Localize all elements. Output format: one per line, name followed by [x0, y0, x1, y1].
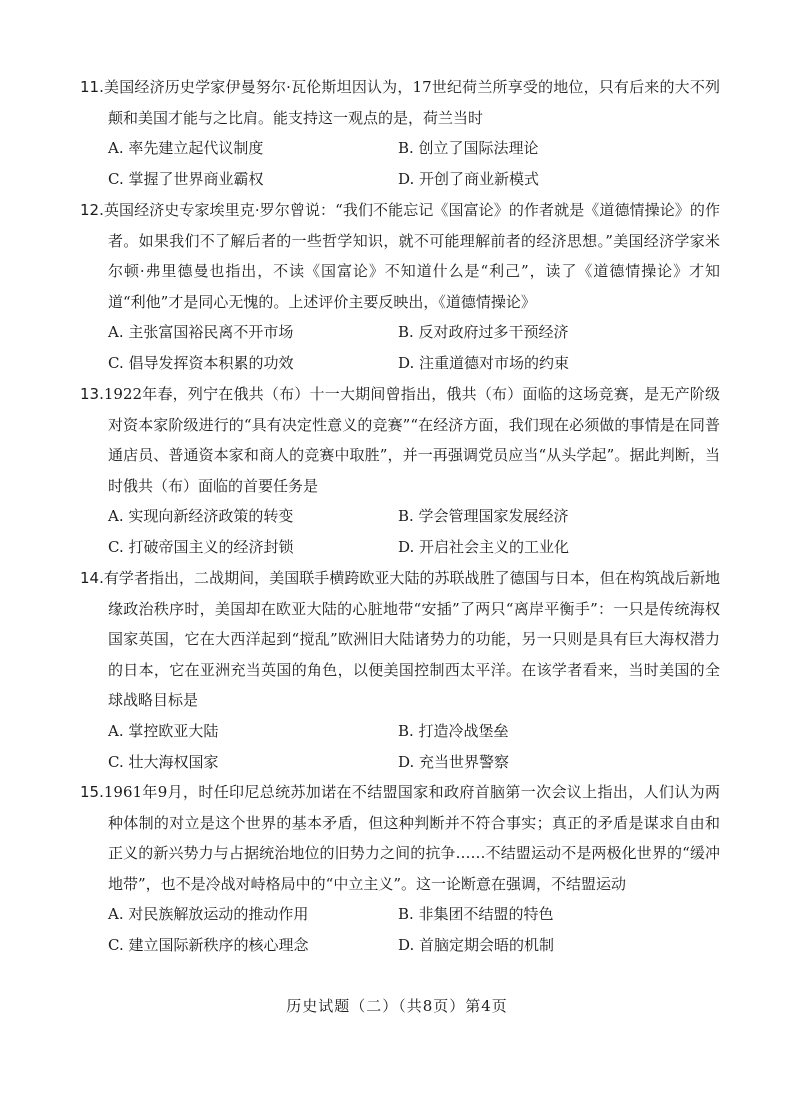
question-14	[80, 563, 720, 777]
options	[80, 899, 720, 960]
option-b: B. 创立了国际法理论	[398, 139, 539, 158]
option-a: A. 对民族解放运动的推动作用	[108, 905, 309, 924]
question-13	[80, 379, 720, 563]
option-c: C. 建立国际新秩序的核心理念	[108, 935, 309, 954]
option-a: A. 率先建立起代议制度	[108, 139, 264, 158]
option-d: D. 首脑定期会晤的机制	[398, 935, 555, 954]
option-c: C. 掌握了世界商业霸权	[108, 169, 264, 188]
question-stem: 1922年春，列宁在俄共（布）十一大期间曾指出，俄共（布）面临的这场竞赛，是无产阶级对资本家阶级进行的“具有决定性意义的竞赛”“在经济方面，我们现在必须做的事情是在同普通店员、普通资本家和商人的竞赛中取胜”，并一再强调党员应当“从头学起”。据此判断，当时俄共（布）面临的首要任务是	[103, 385, 720, 495]
option-c: C. 壮大海权国家	[108, 752, 219, 771]
option-a: A. 掌控欧亚大陆	[108, 721, 219, 740]
option-d: D. 充当世界警察	[398, 752, 510, 771]
option-d: D. 注重道德对市场的约束	[398, 353, 570, 372]
question-number: 13.	[80, 385, 104, 403]
option-c: C. 打破帝国主义的经济封锁	[108, 537, 294, 556]
option-d: D. 开启社会主义的工业化	[398, 537, 570, 556]
option-b: B. 非集团不结盟的特色	[398, 905, 554, 924]
question-15	[80, 777, 720, 961]
page-footer: 历史试题（二）（共8页）第4页	[286, 997, 508, 1015]
options	[80, 133, 720, 194]
question-stem: 美国经济历史学家伊曼努尔·瓦伦斯坦因认为，17世纪荷兰所享受的地位，只有后来的大不列颠和美国才能与之比肩。能支持这一观点的是，荷兰当时	[103, 78, 720, 127]
options	[80, 317, 720, 378]
option-a: A. 实现向新经济政策的转变	[108, 507, 294, 526]
option-a: A. 主张富国裕民离不开市场	[108, 323, 294, 342]
question-number: 14.	[80, 569, 104, 587]
options	[80, 501, 720, 562]
question-number: 11.	[80, 78, 104, 96]
question-stem: 英国经济史专家埃里克·罗尔曾说：“我们不能忘记《国富论》的作者就是《道德情操论》的作者。如果我们不了解后者的一些哲学知识，就不可能理解前者的经济思想。”美国经济学家米尔顿·弗里德曼也指出，不读《国富论》不知道什么是“利己”，读了《道德情操论》才知道“利他”才是同心无愧的。上述评价主要反映出，《道德情操论》	[103, 201, 720, 311]
question-11	[80, 72, 720, 194]
question-number: 12.	[80, 201, 104, 219]
option-b: B. 反对政府过多干预经济	[398, 323, 569, 342]
question-12	[80, 195, 720, 379]
option-c: C. 倡导发挥资本积累的功效	[108, 353, 294, 372]
question-number: 15.	[80, 783, 104, 801]
option-d: D. 开创了商业新模式	[398, 169, 540, 188]
option-b: B. 学会管理国家发展经济	[398, 507, 569, 526]
question-stem: 1961年9月，时任印尼总统苏加诺在不结盟国家和政府首脑第一次会议上指出，人们认为两种体制的对立是这个世界的基本矛盾，但这种判断并不符合事实；真正的矛盾是谋求自由和正义的新兴势力与占据统治地位的旧势力之间的抗争……不结盟运动不是两极化世界的“缓冲地带”，也不是冷战对峙格局中的“中立主义”。这一论断意在强调，不结盟运动	[103, 783, 720, 893]
options	[80, 716, 720, 777]
question-stem: 有学者指出，二战期间，美国联手横跨欧亚大陆的苏联战胜了德国与日本，但在构筑战后新地缘政治秩序时，美国却在欧亚大陆的心脏地带“安插”了两只“离岸平衡手”：一只是传统海权国家英国，它在大西洋起到“搅乱”欧洲旧大陆诸势力的功能，另一只则是具有巨大海权潜力的日本，它在亚洲充当英国的角色，以便美国控制西太平洋。在该学者看来，当时美国的全球战略目标是	[103, 569, 720, 710]
option-b: B. 打造冷战堡垒	[398, 721, 509, 740]
